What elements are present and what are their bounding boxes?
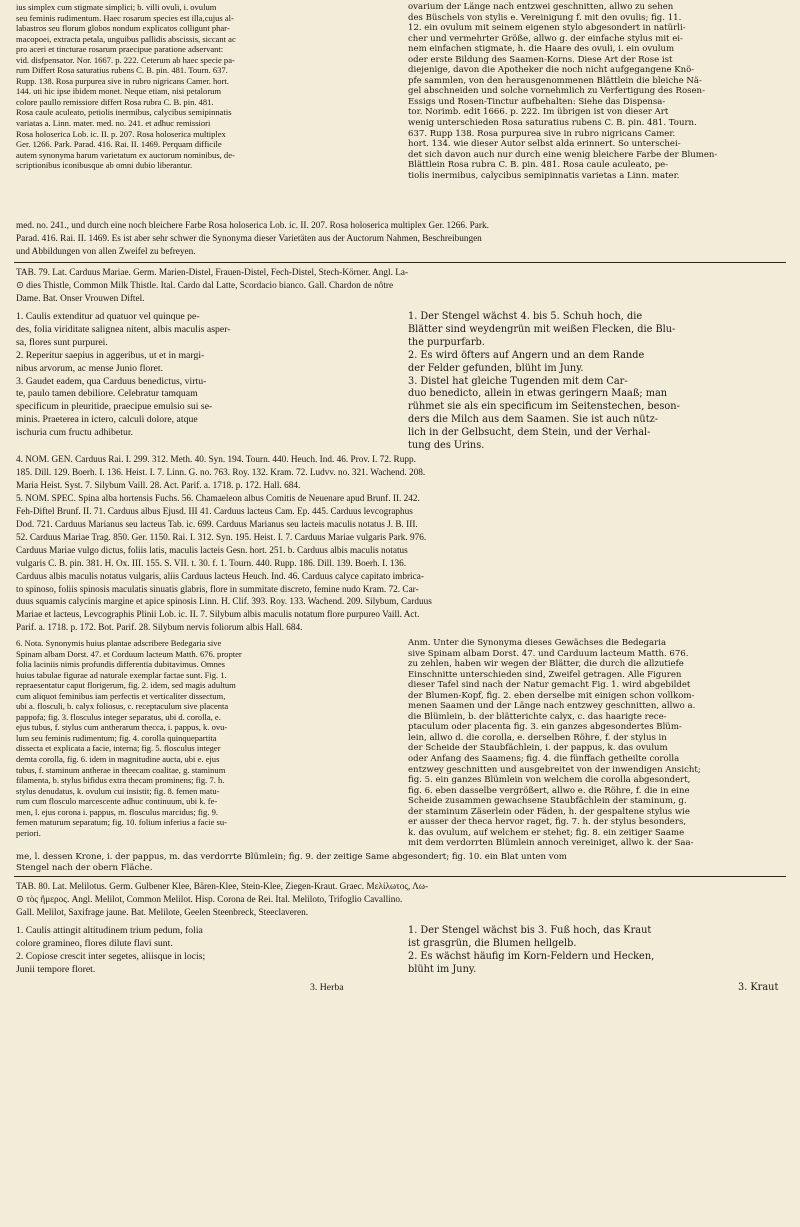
text-line: tiolis inermibus, calycibus semipinnatis varietas a Linn. mater. [408,170,680,181]
text-line: tung des Urins. [408,440,485,452]
text-line: colore gramineo, flores dilute flavi sunt. [16,937,173,949]
tab79-header [16,267,782,306]
text-line: Mariae et lacteus, Levcographis Plinii Lob. ic. II. 7. Silybum albis maculis notatum flore purpureo Vaill. Act. [16,610,420,621]
text-line: 1. Caulis extenditur ad quatuor vel quinque pe- [16,311,200,322]
text-line: die Blümlein, b. der blätterichte calyx, c. das haarigte rece- [408,711,667,722]
text-line: lum seu feminis rudimentum; fig. 4. corolla quinquepartita [16,732,217,743]
text-line: 3. Gaudet eadem, qua Carduus benedictus, virtu- [16,375,207,387]
text-line: dieser Tafel sind nach der Natur gemacht Fig. 1. wird abgebildet [408,680,691,691]
rosa-full-width-text [16,220,782,259]
text-line: 2. Es wächst häufig im Korn-Feldern und Hecken, [408,950,655,962]
text-line: 1. Der Stengel wächst bis 3. Fuß hoch, das Kraut [408,925,652,936]
text-line: Spinam albam Dorst. 47. et Corduum lacteum Matth. 676. propter [16,648,242,659]
text-line: me, l. dessen Krone, i. der pappus, m. das verdorrte Blümlein; fig. 9. der zeitige Same abgesondert; fig. 10. ein Blat unten vom [16,852,567,862]
text-line: ovarium der Länge nach entzwei geschnitten, allwo zu sehen [408,2,674,12]
text-line: ⊙ dies Thistle, Common Milk Thistle. Ital. Cardo dal Latte, Scordacio bianco. Gall. Chardon de nôtre [16,280,394,291]
text-line: minis. Praeterea in ictero, calculi dolore, atque [16,414,198,426]
text-line: cum aliquot feminibus iam perfectis et verticaliter dissectum, [16,690,226,701]
tab79-nota-german [408,638,782,849]
text-line: 4. NOM. GEN. Carduus Rai. I. 299. 312. Meth. 40. Syn. 194. Tourn. 440. Heuch. Ind. 46. Prov. I. 72. Rupp. [16,455,416,465]
text-line: ius simplex cum stigmate simplici; b. villi ovuli, i. ovulum [16,2,217,12]
text-line: huius tabulae figurae ad naturale exemplar factae sunt. Fig. 1. [16,669,227,680]
text-line: Parad. 416. Rai. II. 1469. Es ist aber sehr schwer die Synonyma dieser Varietäten aus der Auctorum Nahmen, Beschreibungen [16,233,482,244]
text-line: TAB. 80. Lat. Melilotus. Germ. Gulbener Klee, Bären-Klee, Stein-Klee, Ziegen-Kraut. Graec. Μελίλωτος, Λω- [16,882,429,892]
text-line: 2. Reperitur saepius in aggeribus, ut et in margi- [16,349,205,361]
text-line: des, folia viriditate salignea nitent, albis maculis asper- [16,323,231,335]
text-line: te, paulo tamen debiliore. Celebratur tamquam [16,388,198,400]
text-line: pappofa; fig. 3. flosculus integer separatus, ubi d. corolla, e. [16,711,221,722]
text-line: 144. uti hic ipse ibidem monet. Neque etiam, nisi petalorum [16,86,222,97]
text-line: specificum in pleuritide, praecipue emulsio sui se- [16,401,213,413]
text-line: Carduus albis maculis notatus vulgaris, aliis Carduus lacteus Heuch. Ind. 46. Carduus calyce capitato imbrica- [16,571,424,582]
text-line: Scheide zusammen gewachsene Staubfächlein der staminum, g. [408,796,687,807]
text-line: periori. [16,827,41,838]
section-divider [14,876,786,877]
text-line: autem synonyma harum varietatum ex auctorum nominibus, de- [16,149,235,160]
text-line: 3. Distel hat gleiche Tugenden mit dem Car- [408,375,628,387]
text-line: Essigs und Rosen-Tinctur aufbehalten: Siehe das Dispensa- [408,96,666,107]
text-line: Dod. 721. Carduus Marianus seu lacteus Tab. ic. 699. Carduus Marianus seu lacteis maculis notatus J. B. III. [16,519,418,530]
text-line: 5. NOM. SPEC. Spina alba hortensis Fuchs. 56. Chamaeleon albus Comitis de Neuenare apud Brunf. II. 242. [16,493,420,504]
text-line: zu zehlen, haben wir wegen der Blätter, die durch die allzutiefe [408,659,684,670]
rosa-german-column [408,2,782,181]
text-line: Ger. 1266. Park. Parad. 416. Rai. II. 1469. Perquam difficile [16,139,222,150]
text-line: 52. Carduus Mariae Trag. 850. Ger. 1150. Rai. I. 312. Syn. 195. Heist. I. 7. Carduus Mariae vulgaris Park. 976. [16,532,427,543]
text-line: Carduus Mariae vulgo dictus, foliis latis, maculis lacteis Gesn. hort. 251. b. Carduus albis maculis notatus [16,545,408,556]
text-line: menen Saamen und der Länge nach entzwey geschnitten, allwo a. [408,701,696,712]
text-line: k. das ovulum, auf welchem er stehet; fig. 8. ein zeitiger Saame [408,827,685,838]
text-line: ubi a. flosculi, b. calyx foliosus, c. receptaculum sive placenta [16,701,229,712]
text-line: ⊙ τὸς ἥμερος. Angl. Melilot, Common Melilot. Hisp. Corona de Rei. Ital. Meliloto, Trifoglio Cavallino. [16,894,403,905]
text-line: tor. Norimb. edit 1666. p. 222. Im übrigen ist von dieser Art [408,107,669,118]
catchword-german: 3. Kraut [738,982,779,993]
text-line: 1. Der Stengel wächst 4. bis 5. Schuh hoch, die [408,311,643,322]
text-line: Rupp. 138. Rosa purpurea sive in rubro nigricans Camer. hort. [16,75,229,86]
section-divider [14,262,786,263]
text-line: pro aceri et tincturae rosarum praecipue paratione adservant: [16,44,224,55]
text-line: lein, allwo d. die corolla, e. derselben Röhre, f. der stylus in [408,732,667,743]
text-line: ptaculum oder placenta fig. 3. ein ganzes abgesondertes Blüm- [408,722,682,733]
text-line: repraesentatur caput florigerum, fig. 2. idem, sed magis adultum [16,680,236,691]
text-line: hort. 134. wie dieser Autor selbst alda erinnert. So unterschei- [408,139,681,150]
text-line: duo benedicto, allein in etwas geringern Maaß; man [408,388,668,400]
tab80-header [16,881,782,920]
text-line: dissecta et explicata a facie, interna; fig. 5. flosculus integer [16,743,221,754]
text-line: labastros seu florum globos nondum explicatos colligunt phar- [16,23,230,34]
text-line: der Blumen-Kopf, fig. 2. eben derselbe mit einigen schon vollkom- [408,690,695,701]
text-line: scriptionibus iconibusque ab omni dubio liberantur. [16,160,193,171]
text-line: det sich davon auch nur durch eine wenig bleichere Farbe der Blumen- [408,149,718,160]
text-line: mit dem verdorrten Blümlein annoch vereiniget, allwo k. der Saa- [408,838,694,849]
text-line: TAB. 79. Lat. Carduus Mariae. Germ. Marien-Distel, Frauen-Distel, Fech-Distel, Stech-Körner. Angl. La- [16,268,409,278]
text-line: der Scheide der Staubfächlein, i. der pappus, k. das ovulum [408,743,668,754]
text-line: und Abbildungen von allen Zweifel zu befreyen. [16,246,196,257]
text-line: the purpurfarb. [408,336,485,348]
text-line: colore paullo remissiore differt Rosa rubra C. B. pin. 481. [16,96,214,107]
text-line: 12. ein ovulum mit seinem eigenen stylo abgesondert in natürli- [408,23,686,34]
text-line: pfe sammlen, von den herausgenommenen Blättlein die bleiche Nä- [408,75,702,86]
text-line: Dame. Bat. Onser Vrouwen Diftel. [16,293,145,304]
text-line: oder Anfang des Saamens; fig. 4. die fünffach getheilte corolla [408,754,680,765]
text-line: Rosa caule aculeato, petiolis inermibus, calycibus semipinnatis [16,107,232,118]
catchword-latin: 3. Herba [310,982,344,993]
tab79-german-column [408,311,782,453]
text-line: rum Differt Rosa saturatius rubens C. B. pin. 481. Tourn. 637. [16,65,228,76]
text-line: med. no. 241., und durch eine noch bleichere Farbe Rosa holoserica Lob. ic. II. 207. Rosa holoserica multiplex Ger. 1266. Park. [16,221,489,231]
text-line: des Büschels von stylis e. Vereinigung f. mit den ovulis; fig. 11. [408,12,682,23]
text-line: cher und vermehrter Größe, allwo g. der einfache stylus mit ei- [408,33,683,44]
text-line: vid. disfpensator. Nor. 1667. p. 222. Ceterum ab haec specie pa- [16,54,235,65]
text-line: 2. Copiose crescit inter segetes, aliisque in locis; [16,950,206,962]
text-line: rühmet sie als ein specificum im Seitenstechen, beson- [408,401,680,413]
text-line: 185. Dill. 129. Boerh. I. 136. Heist. I. 7. Linn. G. no. 763. Roy. 132. Kram. 72. Ludvv. no. 321. Wachend. 208. [16,467,426,478]
rosa-latin-column [16,2,398,171]
text-line: femen maturum separatum; fig. 10. folium inferius a facie su- [16,817,227,828]
text-line: duus squamis calycinis margine et apice spinosis Linn. H. Clif. 393. Roy. 133. Wachend. 209. Silybum, Carduus [16,597,432,608]
tab79-nomenclature [16,454,782,635]
text-line: entzwey geschnitten und ausgebreitet von der inwendigen Ansicht; [408,764,701,775]
text-line: seu feminis rudimentum. Haec rosarum species est illa,cujus al- [16,12,234,23]
text-line: Gall. Melilot, Saxifrage jaune. Bat. Melilote, Geelen Steenbreck, Steeclaveren. [16,907,309,918]
text-line: Feh-Diftel Brunf. II. 71. Carduus albus Ejusd. III 41. Carduus lacteus Cam. Ep. 445. Carduus levcographus [16,506,413,517]
text-line: sa, flores sunt purpurei. [16,336,108,348]
text-line: Parif. a. 1718. p. 172. Bot. Parif. 28. Silybum nervis foliorum albis Hall. 684. [16,623,303,634]
text-line: Blättlein Rosa rubra C. B. pin. 481. Rosa caule aculeato, pe- [408,160,669,171]
text-line: Rosa holoserica Lob. ic. II. p. 207. Rosa holoserica multiplex [16,128,226,139]
text-line: diejenige, davon die Apotheker die noch nicht aufgegangene Knö- [408,65,695,76]
text-line: sive Spinam albam Dorst. 47. und Carduum lacteum Matth. 676. [408,648,689,659]
text-line: 1. Caulis attingit altitudinem trium pedum, folia [16,925,203,936]
text-line: ejus tubus, f. stylus cum antherarum thecca, i. pappus, k. ovu- [16,722,228,733]
text-line: stylus denudatus, k. ovulum cui insistit; fig. 8. femen matu- [16,785,220,796]
text-line: blüht im Juny. [408,963,477,975]
text-line: demta corolla, fig. 6. idem in magnitudine aucta, ubi e. ejus [16,754,220,765]
text-line: 2. Es wird öfters auf Angern und an dem Rande [408,349,645,361]
text-line: men, l. ejus corona i. pappus, m. flosculus marcidus; fig. 9. [16,806,219,817]
text-line: Maria Heist. Syst. 7. Silybum Vaill. 28. Act. Parif. a. 1718. p. 172. Hall. 684. [16,480,301,491]
text-line: ders die Milch aus dem Saamen. Sie ist auch nütz- [408,414,659,426]
tab79-latin-column [16,311,398,440]
text-line: Einschnitte unterschieden sind, Zweifel getragen. Alle Figuren [408,669,682,680]
text-line: 637. Rupp 138. Rosa purpurea sive in rubro nigricans Camer. [408,128,676,139]
text-line: nem einfachen stigmate, h. die Haare des ovuli, i. ein ovulum [408,44,675,55]
tab80-german-column [408,925,782,977]
text-line: wenig unterschieden Rosa saturatius rubens C. B. pin. 481. Tourn. [408,118,697,129]
text-line: ist grasgrün, die Blumen hellgelb. [408,937,577,949]
text-line: macopoei, extracta petala, unguibus pallidis abscissis, siccant ac [16,33,236,44]
text-line: Blätter sind weydengrün mit weißen Flecken, die Blu- [408,323,676,335]
text-line: fig. 5. ein ganzes Blümlein von welchem die corolla abgesondert, [408,775,691,786]
text-line: der staminum Zäserlein oder Fäden, h. der gespaltene stylus wie [408,806,690,817]
text-line: fig. 6. eben dasselbe vergrößert, allwo e. die Röhre, f. die in eine [408,785,690,796]
tab79-nota-latin [16,638,398,838]
text-line: oder erste Bildung des Saamen-Korns. Diese Art der Rose ist [408,54,673,65]
text-line: 6. Nota. Synonymis huius plantae adscribere Bedegaria sive [16,638,222,648]
text-line: tubus, f. staminum antherae in theecam coalitae, g. staminum [16,764,226,775]
text-line: rum cum flosculo marcescente adhuc continuum, ubi k. fe- [16,796,218,807]
tab80-latin-column [16,925,398,977]
text-line: to spinoso, foliis spinosis maculatis sinuatis glabris, flore in summitate discreto, femine nudo Kram. 72. Car- [16,584,419,595]
text-line: variatas a. Linn. mater. med. no. 241. et adhuc remissiori [16,118,211,129]
text-line: ischuria cum fructu adhibetur. [16,427,133,439]
text-line: vulgaris C. B. pin. 381. H. Ox. III. 155. S. VII. t. 30. f. 1. Tourn. 440. Rupp. 186. Dill. 139. Boerh. I. 136. [16,558,407,569]
text-line: lich in der Gelbsucht, dem Stein, und der Verhal- [408,427,651,439]
text-line: Anm. Unter die Synonyma dieses Gewächses die Bedegaria [408,638,667,648]
text-line: folia laciniis nimis profundis differentia dubitavimus. Omnes [16,659,225,670]
text-line: er ausser der theca hervor raget, fig. 7. h. der stylus besonders, [408,817,687,828]
text-line: nibus arvorum, ac mense Junio floret. [16,362,164,374]
tab79-nota-full-width [16,852,782,873]
text-line: Stengel nach der obern Fläche. [16,862,153,873]
text-line: gel abschneiden und solche vornehmlich zu Verfertigung des Rosen- [408,86,705,97]
text-line: Junii tempore floret. [16,963,96,975]
text-line: filamenta, b. stylus bifidus extra thecam prominens; fig. 7. h. [16,775,225,786]
text-line: der Felder gefunden, blüht im Juny. [408,362,584,374]
